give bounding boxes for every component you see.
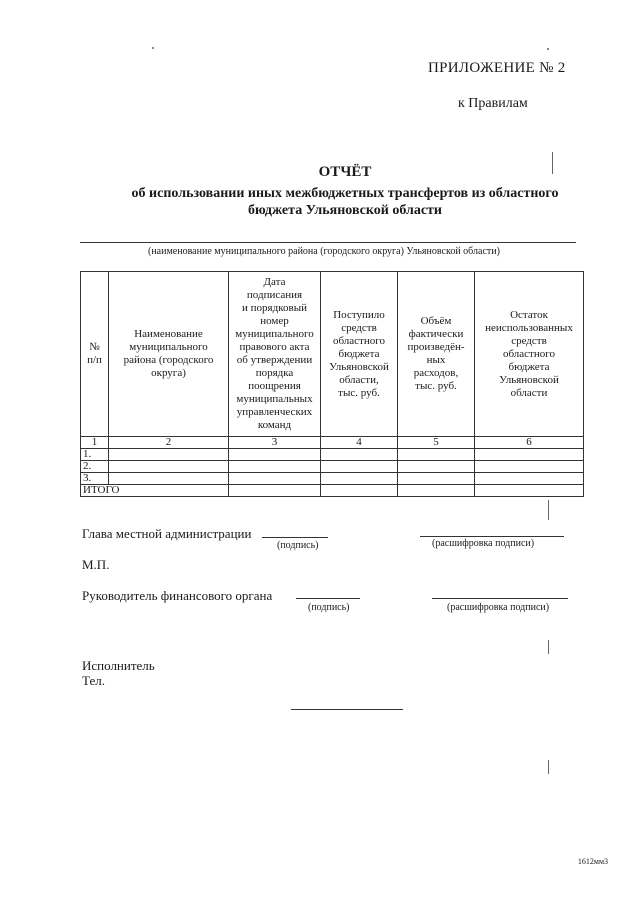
header-number: № п/п [81,272,109,437]
decoding-caption: (расшифровка подписи) [447,602,550,613]
table-cell [109,461,229,473]
scan-speck [152,47,154,49]
header-unused-balance: Остаток неиспользованных средств областного бюджета Ульяновской области [475,272,584,437]
table-cell [475,461,584,473]
seal-label: М.П. [82,557,110,572]
finance-head-decoding-line [432,598,568,599]
table-cell [398,473,475,485]
table-cell [229,473,321,485]
table-cell [321,461,398,473]
scan-mark [548,640,549,654]
column-number: 2 [109,437,229,449]
table-cell [229,461,321,473]
table-cell [321,449,398,461]
header-actual-expenses: Объём фактически произведён- ных расходов, тыс. руб. [398,272,475,437]
rules-reference: к Правилам [458,96,528,111]
table-cell [229,449,321,461]
table-cell [398,461,475,473]
municipality-line [80,242,576,243]
header-act-date: Дата подписания и порядковый номер муниципального правового акта об утверждении порядка поощрения муниципальных управленческих команд [229,272,321,437]
row-number: 2. [81,461,109,473]
row-number: 3. [81,473,109,485]
total-label: ИТОГО [81,485,229,497]
table-row [81,473,584,485]
column-number: 5 [398,437,475,449]
head-admin-signature-line [262,537,328,538]
total-row [81,485,584,497]
scan-mark [548,500,549,520]
table-header-row [81,272,584,437]
head-admin-decoding-line [420,536,564,537]
column-number: 4 [321,437,398,449]
table-cell [398,485,475,497]
scan-mark [548,760,549,774]
bottom-line [291,709,403,710]
table-cell [229,485,321,497]
scan-speck [547,48,549,50]
document-subtitle [0,185,640,219]
decoding-caption: (расшифровка подписи) [432,538,535,549]
column-number: 1 [81,437,109,449]
header-municipality: Наименование муниципального района (городского округа) [109,272,229,437]
table-row [81,461,584,473]
table-cell [475,449,584,461]
document-title: ОТЧЁТ [318,164,372,180]
finance-head-signature-line [296,598,360,599]
finance-head-label: Руководитель финансового органа [82,588,273,603]
column-number: 3 [229,437,321,449]
appendix-label: ПРИЛОЖЕНИЕ № 2 [428,60,566,76]
header-received-funds: Поступило средств областного бюджета Ульяновской области, тыс. руб. [321,272,398,437]
table-cell [109,473,229,485]
table-cell [321,485,398,497]
head-admin-label: Глава местной администрации [82,526,252,541]
table-cell [475,485,584,497]
subtitle-line-2: бюджета Ульяновской области [247,203,442,218]
table-cell [321,473,398,485]
report-table [80,271,584,497]
column-number-row [81,437,584,449]
row-number: 1. [81,449,109,461]
table-cell [109,449,229,461]
table-row [81,449,584,461]
phone-label: Тел. [82,673,105,688]
signature-caption: (подпись) [308,602,350,613]
municipality-caption: (наименование муниципального района (городского округа) Ульяновской области) [148,246,500,257]
table-cell [398,449,475,461]
signature-caption: (подпись) [277,540,319,551]
subtitle-line-1: об использовании иных межбюджетных трансфертов из областного [131,186,559,201]
page-code: 1612мм3 [577,857,608,866]
executor-label: Исполнитель [82,658,155,673]
column-number: 6 [475,437,584,449]
table-cell [475,473,584,485]
